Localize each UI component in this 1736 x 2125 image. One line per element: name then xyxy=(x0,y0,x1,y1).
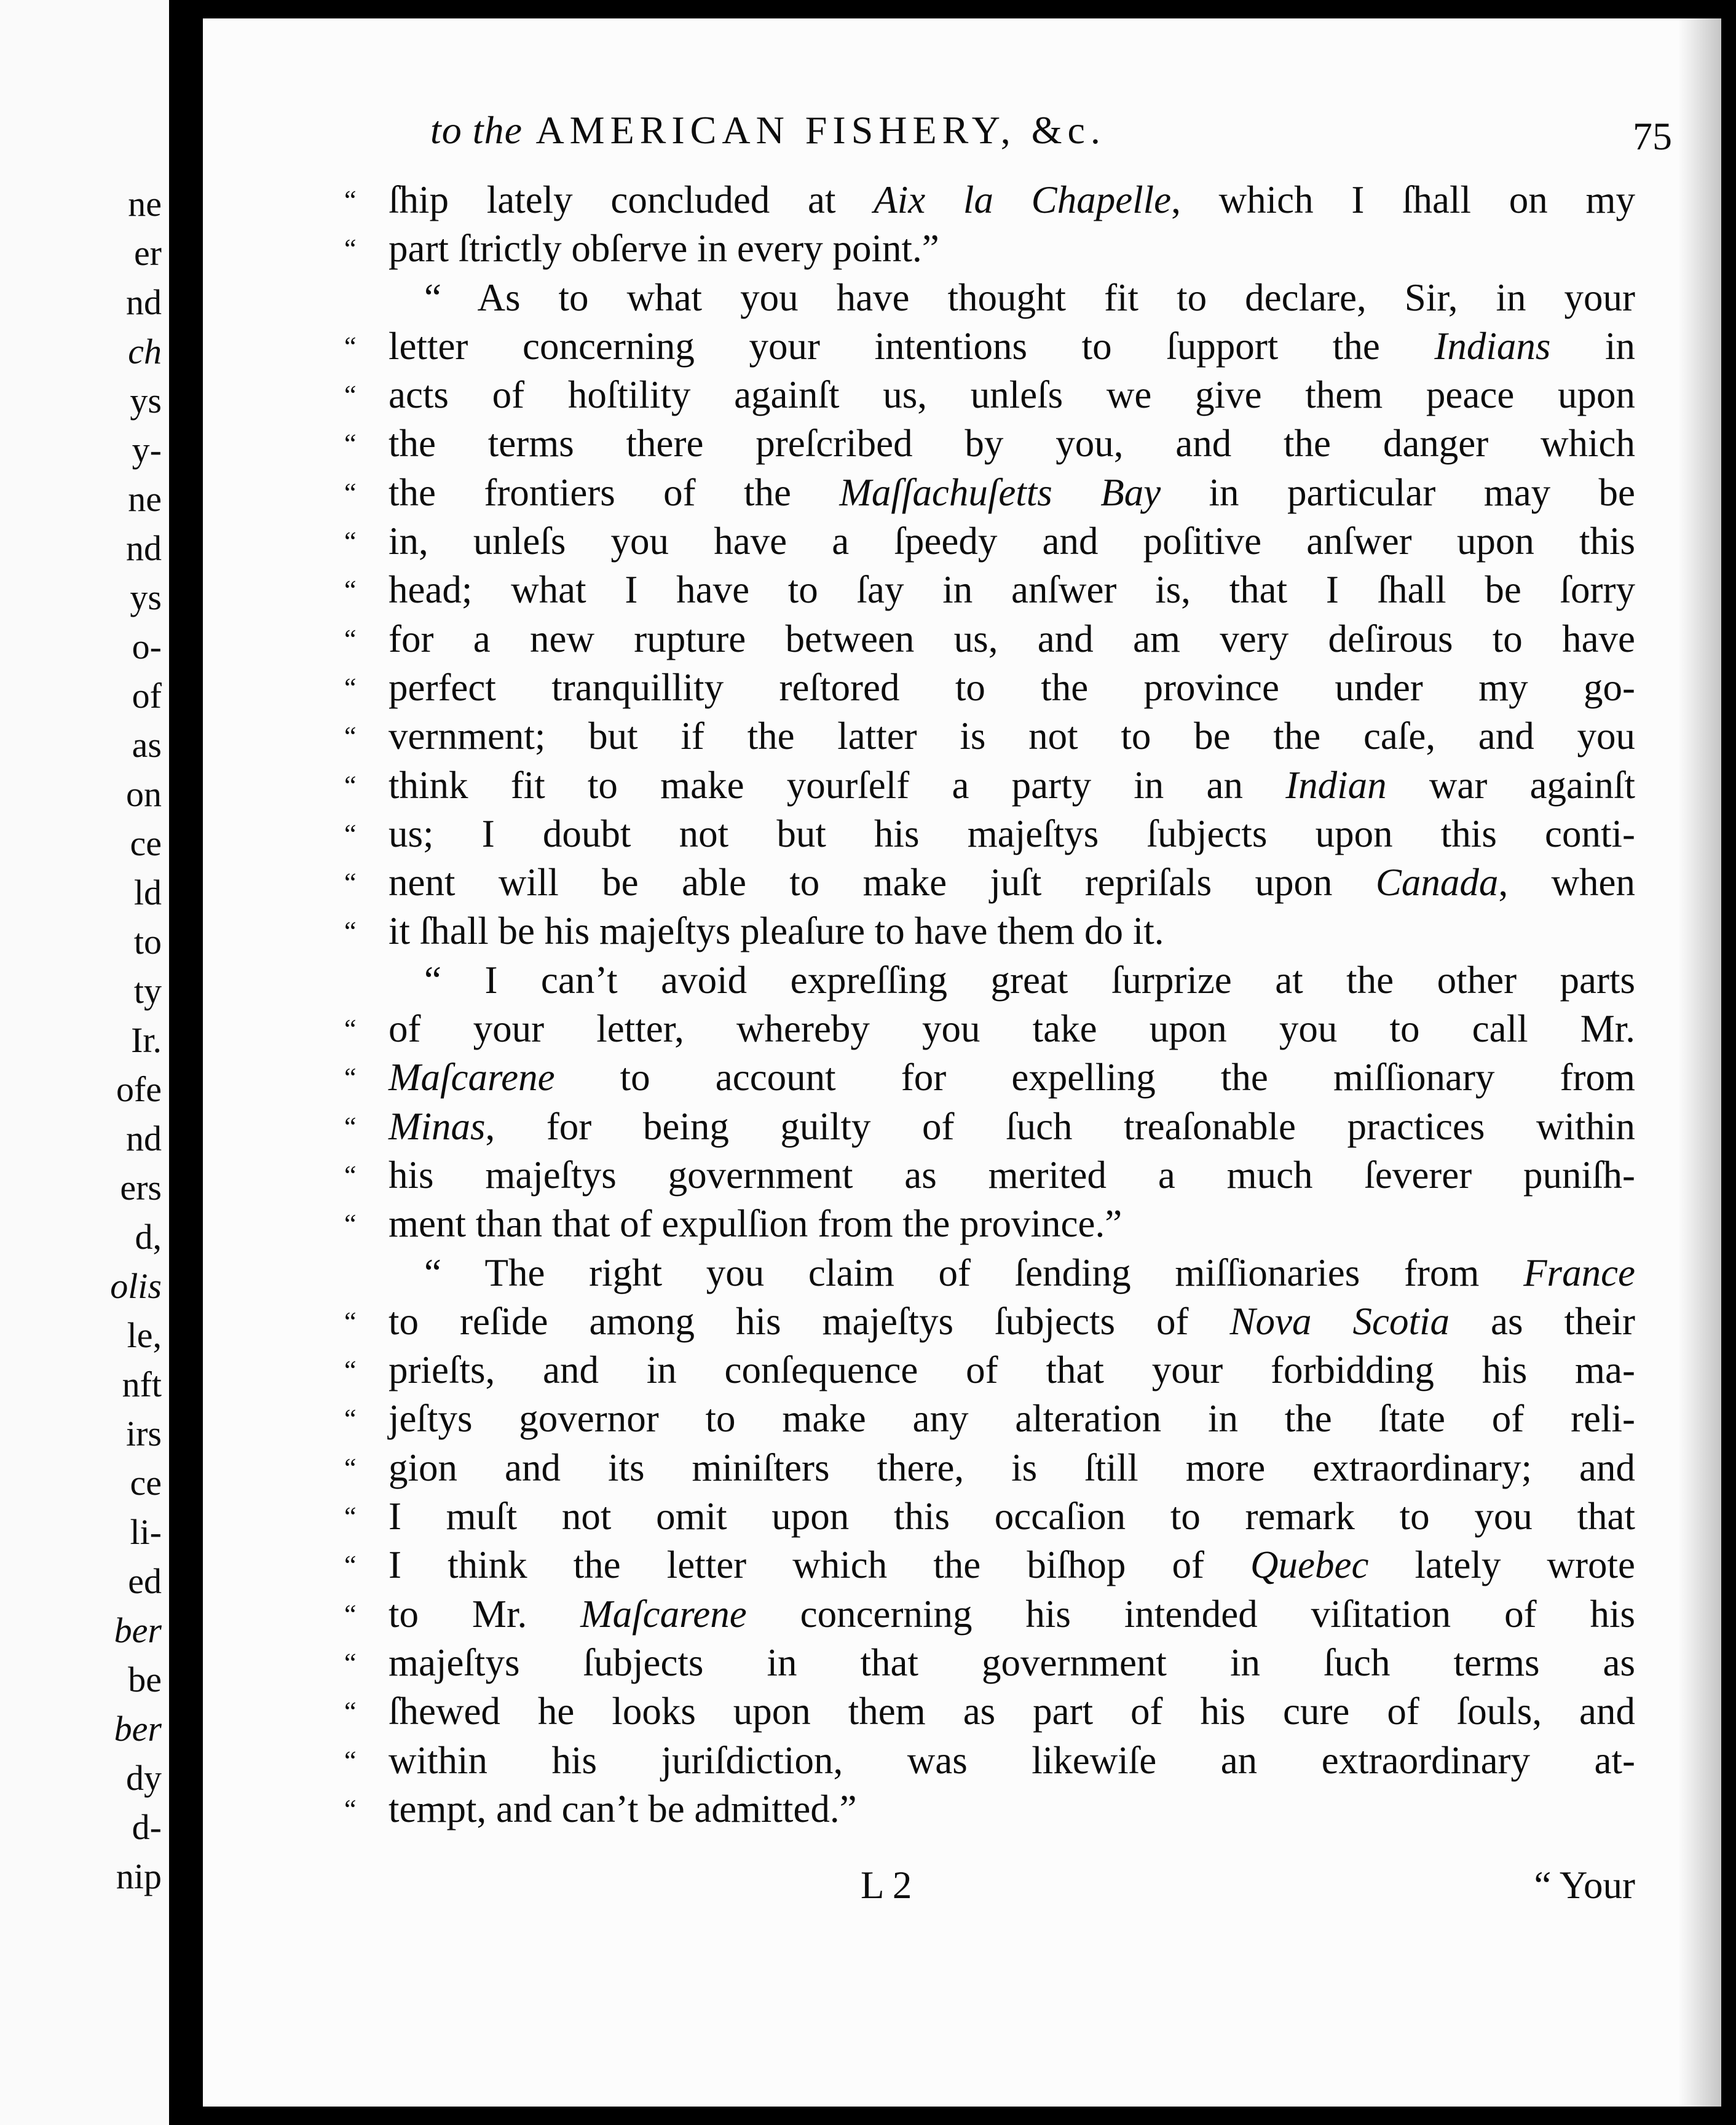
line-text: gion and its miniſters there, is ſtill more extraordinary; and xyxy=(389,1446,1635,1489)
line-text: head; what I have to ſay in anſwer is, that I ſhall be ſorry xyxy=(389,568,1635,612)
signature-mark: L 2 xyxy=(861,1864,912,1907)
line-text: vernment; but if the latter is not to be the caſe, and you xyxy=(389,714,1635,758)
text-line xyxy=(344,1151,1635,1200)
text-line xyxy=(344,1346,1635,1395)
text-line xyxy=(344,1736,1635,1785)
quote-mark: “ xyxy=(344,1355,357,1386)
text-line xyxy=(344,517,1635,566)
facing-page-fragment: ne xyxy=(128,479,162,519)
text-line xyxy=(344,1687,1635,1736)
line-text: prieſts, and in conſequence of that your forbidding his ma- xyxy=(389,1348,1635,1392)
text-line xyxy=(344,907,1635,956)
text-line xyxy=(344,1297,1635,1346)
text-line xyxy=(344,858,1635,907)
text-line xyxy=(344,615,1635,663)
line-text: of your letter, whereby you take upon you to call Mr. xyxy=(389,1007,1635,1051)
quote-mark: “ xyxy=(344,1452,357,1483)
quote-mark: “ xyxy=(344,1599,357,1629)
quote-mark: “ xyxy=(344,185,357,215)
line-text: I think the letter which the biſhop of Quebec lately wrote xyxy=(389,1543,1635,1587)
gutter xyxy=(169,0,203,2125)
facing-page-fragment: er xyxy=(133,233,162,273)
facing-page-fragment: as xyxy=(132,725,162,765)
quote-mark: “ xyxy=(344,526,357,557)
text-line xyxy=(344,419,1635,468)
facing-page-fragment: nip xyxy=(116,1856,162,1896)
text-line xyxy=(344,1249,1635,1297)
quote-mark: “ xyxy=(344,721,357,752)
facing-page-fragment: to xyxy=(133,922,162,962)
facing-page-fragment: li- xyxy=(130,1512,162,1552)
text-line xyxy=(344,956,1635,1005)
quote-mark: “ xyxy=(344,429,357,459)
quote-mark: “ xyxy=(344,1014,357,1045)
quote-mark: “ xyxy=(344,1111,357,1142)
line-text: perfect tranquillity reſtored to the province under my go- xyxy=(389,665,1635,709)
text-line xyxy=(344,1590,1635,1639)
facing-page-fragment: ty xyxy=(133,971,162,1011)
facing-page-fragment: ys xyxy=(130,577,162,617)
facing-page-fragment: le, xyxy=(127,1315,162,1355)
facing-page-fragment: ber xyxy=(114,1709,162,1749)
facing-page-fragment: on xyxy=(126,774,162,814)
facing-page-fragment: nft xyxy=(122,1364,162,1404)
facing-page-fragment: o- xyxy=(132,627,162,667)
line-text: “ As to what you have thought fit to declare, Sir, in your xyxy=(424,275,1635,319)
quote-mark: “ xyxy=(344,1745,357,1776)
facing-page-fragment: ofe xyxy=(116,1069,162,1109)
line-text: nent will be able to make juſt repriſals upon Canada, when xyxy=(389,861,1635,904)
page-header xyxy=(430,108,1672,163)
text-line xyxy=(344,1395,1635,1443)
quote-mark: “ xyxy=(344,1550,357,1581)
text-line xyxy=(344,1541,1635,1589)
quote-mark: “ xyxy=(344,331,357,362)
facing-page-fragments xyxy=(0,180,169,1901)
line-text: jeſtys governor to make any alteration in the ſtate of reli- xyxy=(389,1397,1635,1441)
text-line xyxy=(344,469,1635,517)
text-line xyxy=(344,663,1635,712)
line-text: to reſide among his majeſtys ſubjects of Nova Scotia as their xyxy=(389,1299,1635,1343)
line-text: letter concerning your intentions to ſupport the Indians in xyxy=(389,324,1635,368)
facing-page-fragment: irs xyxy=(126,1414,162,1454)
facing-page-fragment: nd xyxy=(126,282,162,322)
quote-mark: “ xyxy=(344,1160,357,1190)
quote-mark: “ xyxy=(344,1696,357,1727)
line-text: majeſtys ſubjects in that government in ſuch terms as xyxy=(389,1640,1635,1684)
quote-mark: “ xyxy=(344,1647,357,1678)
text-line xyxy=(344,566,1635,614)
facing-page-fragment: ers xyxy=(120,1168,162,1208)
text-line xyxy=(344,1200,1635,1248)
line-text: the frontiers of the Maſſachuſetts Bay in particular may be xyxy=(389,470,1636,514)
line-text: the terms there preſcribed by you, and the danger which xyxy=(389,422,1635,465)
line-text: Minas, for being guilty of ſuch treaſonable practices within xyxy=(389,1104,1635,1148)
facing-page-fragment: dy xyxy=(126,1758,162,1798)
text-line xyxy=(344,322,1635,371)
text-line xyxy=(344,810,1635,858)
facing-page-fragment: ed xyxy=(128,1561,162,1601)
facing-page-fragment: nd xyxy=(126,528,162,568)
text-line xyxy=(344,712,1635,761)
quote-mark: “ xyxy=(344,477,357,508)
quote-mark: “ xyxy=(344,380,357,411)
quote-mark: “ xyxy=(344,623,357,654)
facing-page-fragment: ld xyxy=(133,873,162,912)
quote-mark: “ xyxy=(344,770,357,801)
line-text: ſhewed he looks upon them as part of his cure of ſouls, and xyxy=(389,1690,1635,1733)
facing-page xyxy=(0,0,169,2125)
quote-mark: “ xyxy=(344,234,357,264)
page-body xyxy=(344,176,1635,1834)
quote-mark: “ xyxy=(344,1306,357,1337)
text-line xyxy=(344,1005,1635,1053)
facing-page-fragment: of xyxy=(132,676,162,716)
running-head-prefix: to the xyxy=(430,108,523,152)
text-line xyxy=(344,371,1635,419)
text-line xyxy=(344,1053,1635,1102)
line-text: his majeſtys government as merited a much ſeverer puniſh- xyxy=(389,1153,1635,1197)
text-line xyxy=(344,224,1635,273)
quote-mark: “ xyxy=(344,1404,357,1434)
text-line xyxy=(344,1102,1635,1151)
facing-page-fragment: olis xyxy=(110,1266,162,1306)
line-text: think fit to make yourſelf a party in an Indian war againſt xyxy=(389,763,1635,807)
quote-mark: “ xyxy=(344,672,357,703)
facing-page-fragment: nd xyxy=(126,1118,162,1158)
facing-page-fragment: ch xyxy=(128,331,162,371)
text-line xyxy=(344,1639,1635,1687)
quote-mark: “ xyxy=(344,916,357,947)
line-text: tempt, and can’t be admitted.” xyxy=(389,1787,857,1830)
quote-mark: “ xyxy=(344,868,357,898)
book-page xyxy=(203,18,1721,2107)
text-line xyxy=(344,761,1635,810)
quote-mark: “ xyxy=(344,575,357,606)
running-head-title: AMERICAN FISHERY, &c. xyxy=(535,108,1106,152)
facing-page-fragment: d- xyxy=(132,1807,162,1847)
catchword: “ Your xyxy=(1534,1864,1635,1907)
line-text: for a new rupture between us, and am very deſirous to have xyxy=(389,617,1635,660)
line-text: us; I doubt not but his majeſtys ſubjects upon this conti- xyxy=(389,812,1635,855)
line-text: to Mr. Maſcarene concerning his intended viſitation of his xyxy=(389,1592,1636,1636)
page-footer xyxy=(344,1863,1635,1918)
text-line xyxy=(344,274,1635,322)
text-line xyxy=(344,176,1635,224)
facing-page-fragment: ce xyxy=(130,1463,162,1503)
line-text: ſhip lately concluded at Aix la Chapelle, which I ſhall on my xyxy=(389,178,1635,221)
facing-page-fragment: ce xyxy=(130,823,162,863)
facing-page-fragment: d, xyxy=(135,1217,162,1257)
line-text: ment than that of expulſion from the province.” xyxy=(389,1202,1122,1246)
text-line xyxy=(344,1492,1635,1541)
line-text: “ I can’t avoid expreſſing great ſurprize at the other parts xyxy=(424,958,1635,1002)
text-line xyxy=(344,1444,1635,1492)
line-text: Maſcarene to account for expelling the miſſionary from xyxy=(389,1056,1635,1099)
page-edge-shadow xyxy=(1678,18,1721,2107)
line-text: I muſt not omit upon this occaſion to remark to you that xyxy=(389,1495,1635,1538)
facing-page-fragment: y- xyxy=(132,430,162,470)
line-text: it ſhall be his majeſtys pleaſure to have them do it. xyxy=(389,909,1164,953)
quote-mark: “ xyxy=(344,1502,357,1532)
line-text: “ The right you claim of ſending miſſionaries from France xyxy=(424,1251,1635,1294)
quote-mark: “ xyxy=(344,1062,357,1093)
quote-mark: “ xyxy=(344,1209,357,1240)
facing-page-fragment: ys xyxy=(130,381,162,421)
line-text: part ſtrictly obſerve in every point.” xyxy=(389,227,939,271)
line-text: within his juriſdiction, was likewiſe an extraordinary at- xyxy=(389,1738,1635,1782)
facing-page-fragment: ne xyxy=(128,184,162,224)
facing-page-fragment: ber xyxy=(114,1610,162,1650)
quote-mark: “ xyxy=(344,1794,357,1824)
text-line xyxy=(344,1785,1635,1834)
line-text: acts of hoſtility againſt us, unleſs we give them peace upon xyxy=(389,373,1635,417)
running-head xyxy=(430,108,1106,153)
facing-page-fragment: Ir. xyxy=(131,1020,162,1060)
facing-page-fragment: be xyxy=(128,1660,162,1700)
quote-mark: “ xyxy=(344,818,357,849)
page-number: 75 xyxy=(1633,114,1672,158)
line-text: in, unleſs you have a ſpeedy and poſitive anſwer upon this xyxy=(389,520,1635,563)
